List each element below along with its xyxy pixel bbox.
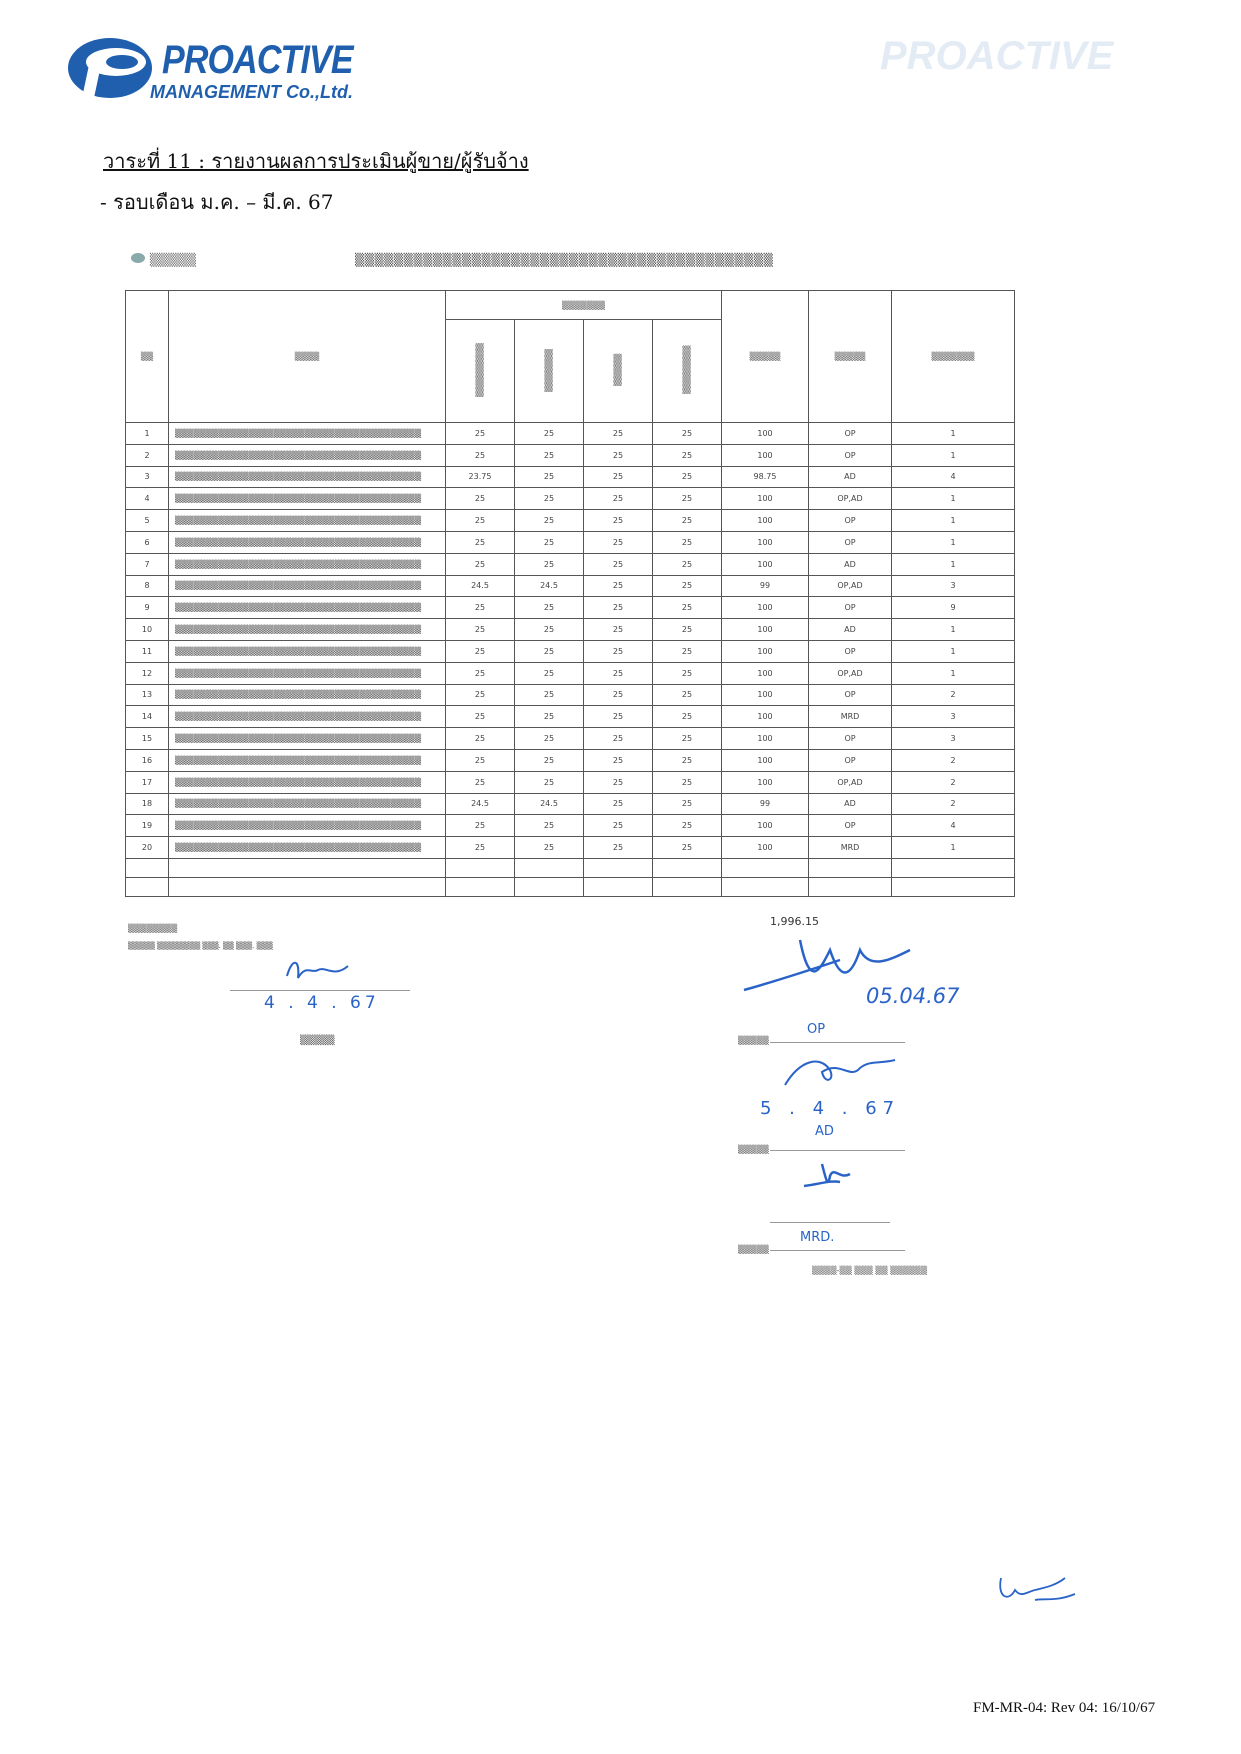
signature-mrd (800, 1160, 870, 1190)
cell-c4: 25 (653, 444, 722, 466)
cell-rank: 4 (892, 466, 1015, 488)
cell-c4: 25 (653, 619, 722, 641)
cell-c1: 25 (446, 706, 515, 728)
cell-c1: 23.75 (446, 466, 515, 488)
cell-score: 100 (722, 553, 809, 575)
role-op: OP (807, 1022, 826, 1037)
cell-c1: 25 (446, 423, 515, 445)
cell-c2: 25 (515, 423, 584, 445)
cell-name: ▒▒▒▒▒▒▒▒▒▒▒▒▒▒▒▒▒▒▒▒▒▒▒▒▒▒▒▒▒▒▒▒▒▒▒▒▒▒▒▒ (169, 619, 446, 641)
cell-c3: 25 (584, 793, 653, 815)
cell-rank: 1 (892, 444, 1015, 466)
cell-c2: 25 (515, 444, 584, 466)
cell-c2: 25 (515, 488, 584, 510)
cell-c2: 25 (515, 728, 584, 750)
signature-left-date: 4 . 4 . 67 (264, 993, 380, 1013)
col-rank-header: ▒▒▒▒▒▒▒ (892, 291, 1015, 423)
cell-c1: 25 (446, 749, 515, 771)
cell-no: 13 (126, 684, 169, 706)
cell-c1: 25 (446, 488, 515, 510)
cell-by: MRD (809, 837, 892, 859)
cell-name: ▒▒▒▒▒▒▒▒▒▒▒▒▒▒▒▒▒▒▒▒▒▒▒▒▒▒▒▒▒▒▒▒▒▒▒▒▒▒▒▒ (169, 706, 446, 728)
role-mrd: MRD. (800, 1230, 835, 1245)
cell-rank: 2 (892, 749, 1015, 771)
table-row (126, 510, 1015, 532)
cell-by: OP,AD (809, 662, 892, 684)
cell-c3: 25 (584, 815, 653, 837)
cell-name: ▒▒▒▒▒▒▒▒▒▒▒▒▒▒▒▒▒▒▒▒▒▒▒▒▒▒▒▒▒▒▒▒▒▒▒▒▒▒▒▒ (169, 444, 446, 466)
cell-score: 99 (722, 793, 809, 815)
cell-score: 100 (722, 749, 809, 771)
cell-rank: 2 (892, 793, 1015, 815)
cell-name: ▒▒▒▒▒▒▒▒▒▒▒▒▒▒▒▒▒▒▒▒▒▒▒▒▒▒▒▒▒▒▒▒▒▒▒▒▒▒▒▒ (169, 640, 446, 662)
cell-no: 6 (126, 531, 169, 553)
cell-no: 4 (126, 488, 169, 510)
cell-c1: 25 (446, 662, 515, 684)
signer-left-label-illegible: ▒▒▒▒▒ (300, 1036, 335, 1046)
cell-c4: 25 (653, 706, 722, 728)
cell-c2: 25 (515, 510, 584, 532)
vendor-evaluation-table (125, 290, 1015, 897)
cell-c1: 25 (446, 510, 515, 532)
cell-by: AD (809, 466, 892, 488)
cell-c2: 25 (515, 662, 584, 684)
cell-by: OP (809, 597, 892, 619)
criteria-group-header: ▒▒▒▒▒▒▒ (446, 291, 722, 320)
cell-score: 100 (722, 662, 809, 684)
cell-rank: 1 (892, 510, 1015, 532)
cell-rank: 1 (892, 488, 1015, 510)
cell-c2: 25 (515, 553, 584, 575)
cell-c2: 25 (515, 706, 584, 728)
cell-c4: 25 (653, 466, 722, 488)
col-c4-header: ▒▒▒▒▒▒▒▒▒ (653, 320, 722, 423)
cell-no: 19 (126, 815, 169, 837)
cell-score: 100 (722, 771, 809, 793)
signature-ad-date: 5 . 4 . 67 (760, 1098, 901, 1119)
cell-score: 100 (722, 531, 809, 553)
cell-name: ▒▒▒▒▒▒▒▒▒▒▒▒▒▒▒▒▒▒▒▒▒▒▒▒▒▒▒▒▒▒▒▒▒▒▒▒▒▒▒▒ (169, 597, 446, 619)
cell-c4: 25 (653, 749, 722, 771)
cell-rank: 3 (892, 706, 1015, 728)
cell-c4: 25 (653, 597, 722, 619)
cell-c3: 25 (584, 444, 653, 466)
form-code-illegible: ▒▒▒▒-▒▒ ▒▒▒ ▒▒ ▒▒▒▒▒▒ (812, 1266, 928, 1275)
table-row (126, 575, 1015, 597)
cell-c3: 25 (584, 749, 653, 771)
cell-no: 5 (126, 510, 169, 532)
cell-c2: 25 (515, 771, 584, 793)
cell-name: ▒▒▒▒▒▒▒▒▒▒▒▒▒▒▒▒▒▒▒▒▒▒▒▒▒▒▒▒▒▒▒▒▒▒▒▒▒▒▒▒ (169, 662, 446, 684)
cell-score: 100 (722, 619, 809, 641)
position-label-2: ▒▒▒▒▒ (738, 1145, 769, 1154)
watermark-logo: PROACTIVE (880, 34, 1114, 78)
cell-rank: 3 (892, 728, 1015, 750)
signature-left (282, 956, 362, 986)
table-row (126, 684, 1015, 706)
cell-rank: 2 (892, 684, 1015, 706)
col-no-header: ▒▒ (126, 291, 169, 423)
cell-name: ▒▒▒▒▒▒▒▒▒▒▒▒▒▒▒▒▒▒▒▒▒▒▒▒▒▒▒▒▒▒▒▒▒▒▒▒▒▒▒▒ (169, 728, 446, 750)
cell-rank: 1 (892, 837, 1015, 859)
cell-c1: 25 (446, 815, 515, 837)
col-c3-header: ▒▒▒▒▒▒ (584, 320, 653, 423)
cell-by: OP (809, 640, 892, 662)
cell-no: 7 (126, 553, 169, 575)
table-row (126, 640, 1015, 662)
cell-no: 8 (126, 575, 169, 597)
table-row (126, 531, 1015, 553)
cell-score: 100 (722, 423, 809, 445)
cell-by: AD (809, 553, 892, 575)
cell-c3: 25 (584, 706, 653, 728)
cell-no: 20 (126, 837, 169, 859)
cell-c2: 25 (515, 749, 584, 771)
cell-c3: 25 (584, 466, 653, 488)
cell-by: OP (809, 423, 892, 445)
cell-c4: 25 (653, 488, 722, 510)
initials-signature (995, 1568, 1085, 1608)
cell-c1: 25 (446, 684, 515, 706)
cell-rank: 1 (892, 662, 1015, 684)
table-row (126, 728, 1015, 750)
cell-c3: 25 (584, 684, 653, 706)
cell-rank: 1 (892, 640, 1015, 662)
cell-score: 100 (722, 444, 809, 466)
role-ad: AD (815, 1124, 834, 1139)
proactive-logo-mark-icon (66, 32, 162, 106)
cell-c3: 25 (584, 728, 653, 750)
cell-rank: 1 (892, 423, 1015, 445)
cell-c1: 25 (446, 837, 515, 859)
cell-by: OP (809, 728, 892, 750)
report-logo-icon (130, 252, 146, 264)
col-vendor-header: ▒▒▒▒ (169, 291, 446, 423)
cell-by: MRD (809, 706, 892, 728)
cell-no: 14 (126, 706, 169, 728)
cell-by: OP,AD (809, 575, 892, 597)
cell-name: ▒▒▒▒▒▒▒▒▒▒▒▒▒▒▒▒▒▒▒▒▒▒▒▒▒▒▒▒▒▒▒▒▒▒▒▒▒▒▒▒ (169, 488, 446, 510)
period-subheading: - รอบเดือน ม.ค. – มี.ค. 67 (100, 190, 334, 214)
agenda-heading: วาระที่ 11 : รายงานผลการประเมินผู้ขาย/ผู้รับจ้าง (103, 149, 529, 173)
cell-score: 100 (722, 837, 809, 859)
cell-c3: 25 (584, 597, 653, 619)
cell-score: 100 (722, 510, 809, 532)
cell-score: 99 (722, 575, 809, 597)
signature-approver-date: 05.04.67 (866, 984, 960, 1008)
cell-name: ▒▒▒▒▒▒▒▒▒▒▒▒▒▒▒▒▒▒▒▒▒▒▒▒▒▒▒▒▒▒▒▒▒▒▒▒▒▒▒▒ (169, 771, 446, 793)
cell-c4: 25 (653, 423, 722, 445)
cell-c3: 25 (584, 531, 653, 553)
cell-c3: 25 (584, 619, 653, 641)
col-score-header: ▒▒▒▒▒ (722, 291, 809, 423)
cell-c2: 25 (515, 815, 584, 837)
cell-score: 100 (722, 640, 809, 662)
cell-rank: 1 (892, 619, 1015, 641)
position-label-1: ▒▒▒▒▒ (738, 1036, 769, 1045)
total-score: 1,996.15 (770, 915, 819, 928)
cell-c3: 25 (584, 640, 653, 662)
cell-score: 100 (722, 728, 809, 750)
total-label-illegible: ▒▒▒▒▒▒▒▒ (128, 924, 178, 933)
cell-c1: 25 (446, 553, 515, 575)
cell-c1: 24.5 (446, 575, 515, 597)
cell-rank: 1 (892, 531, 1015, 553)
cell-c2: 25 (515, 640, 584, 662)
cell-c3: 25 (584, 837, 653, 859)
table-row (126, 749, 1015, 771)
table-row (126, 444, 1015, 466)
cell-c4: 25 (653, 771, 722, 793)
table-row (126, 466, 1015, 488)
cell-score: 100 (722, 597, 809, 619)
cell-c2: 24.5 (515, 793, 584, 815)
cell-score: 100 (722, 815, 809, 837)
cell-c3: 25 (584, 662, 653, 684)
cell-c2: 25 (515, 684, 584, 706)
cell-by: OP (809, 531, 892, 553)
cell-c3: 25 (584, 423, 653, 445)
cell-c3: 25 (584, 771, 653, 793)
cell-by: OP,AD (809, 488, 892, 510)
table-row (126, 837, 1015, 859)
cell-c3: 25 (584, 488, 653, 510)
cell-no: 17 (126, 771, 169, 793)
table-row (126, 597, 1015, 619)
cell-c4: 25 (653, 662, 722, 684)
cell-by: OP (809, 749, 892, 771)
table-row (126, 815, 1015, 837)
cell-no: 9 (126, 597, 169, 619)
cell-c1: 25 (446, 640, 515, 662)
cell-c4: 25 (653, 553, 722, 575)
cell-name: ▒▒▒▒▒▒▒▒▒▒▒▒▒▒▒▒▒▒▒▒▒▒▒▒▒▒▒▒▒▒▒▒▒▒▒▒▒▒▒▒ (169, 466, 446, 488)
cell-no: 15 (126, 728, 169, 750)
cell-c4: 25 (653, 815, 722, 837)
cell-c3: 25 (584, 510, 653, 532)
cell-c4: 25 (653, 640, 722, 662)
cell-c1: 25 (446, 619, 515, 641)
cell-by: OP (809, 684, 892, 706)
cell-c1: 24.5 (446, 793, 515, 815)
cell-score: 98.75 (722, 466, 809, 488)
position-label-3: ▒▒▒▒▒ (738, 1245, 769, 1254)
cell-c2: 25 (515, 466, 584, 488)
company-logo (66, 32, 356, 106)
cell-score: 100 (722, 488, 809, 510)
cell-c3: 25 (584, 575, 653, 597)
table-row (126, 619, 1015, 641)
cell-c1: 25 (446, 531, 515, 553)
cell-no: 10 (126, 619, 169, 641)
cell-c2: 24.5 (515, 575, 584, 597)
brand-name: PROACTIVE (162, 38, 353, 82)
cell-c2: 25 (515, 597, 584, 619)
col-c2-header: ▒▒▒▒▒▒▒▒ (515, 320, 584, 423)
col-c1-header: ▒▒▒▒▒▒▒▒▒▒ (446, 320, 515, 423)
cell-rank: 1 (892, 553, 1015, 575)
cell-name: ▒▒▒▒▒▒▒▒▒▒▒▒▒▒▒▒▒▒▒▒▒▒▒▒▒▒▒▒▒▒▒▒▒▒▒▒▒▒▒▒ (169, 553, 446, 575)
table-row (126, 553, 1015, 575)
cell-c1: 25 (446, 771, 515, 793)
cell-by: AD (809, 619, 892, 641)
cell-c1: 25 (446, 444, 515, 466)
table-row (126, 662, 1015, 684)
cell-name: ▒▒▒▒▒▒▒▒▒▒▒▒▒▒▒▒▒▒▒▒▒▒▒▒▒▒▒▒▒▒▒▒▒▒▒▒▒▒▒▒ (169, 749, 446, 771)
cell-by: OP,AD (809, 771, 892, 793)
remark-illegible: ▒▒▒▒▒ ▒▒▒▒▒▒▒▒ ▒▒▒. ▒▒ ▒▒▒. ▒▒▒ (128, 942, 273, 950)
cell-no: 18 (126, 793, 169, 815)
table-row (126, 423, 1015, 445)
cell-no: 3 (126, 466, 169, 488)
cell-name: ▒▒▒▒▒▒▒▒▒▒▒▒▒▒▒▒▒▒▒▒▒▒▒▒▒▒▒▒▒▒▒▒▒▒▒▒▒▒▒▒ (169, 423, 446, 445)
cell-no: 16 (126, 749, 169, 771)
cell-score: 100 (722, 684, 809, 706)
cell-no: 1 (126, 423, 169, 445)
brand-subtitle: MANAGEMENT Co.,Ltd. (150, 82, 353, 102)
cell-c2: 25 (515, 531, 584, 553)
cell-c2: 25 (515, 619, 584, 641)
empty-row (126, 877, 1015, 896)
cell-c4: 25 (653, 837, 722, 859)
table-row (126, 771, 1015, 793)
table-row (126, 793, 1015, 815)
cell-c4: 25 (653, 728, 722, 750)
cell-c4: 25 (653, 793, 722, 815)
cell-name: ▒▒▒▒▒▒▒▒▒▒▒▒▒▒▒▒▒▒▒▒▒▒▒▒▒▒▒▒▒▒▒▒▒▒▒▒▒▒▒▒ (169, 531, 446, 553)
cell-no: 2 (126, 444, 169, 466)
cell-name: ▒▒▒▒▒▒▒▒▒▒▒▒▒▒▒▒▒▒▒▒▒▒▒▒▒▒▒▒▒▒▒▒▒▒▒▒▒▒▒▒ (169, 575, 446, 597)
table-row (126, 706, 1015, 728)
cell-by: AD (809, 793, 892, 815)
cell-by: OP (809, 510, 892, 532)
cell-c4: 25 (653, 510, 722, 532)
cell-c2: 25 (515, 837, 584, 859)
cell-by: OP (809, 444, 892, 466)
cell-c4: 25 (653, 575, 722, 597)
empty-row (126, 858, 1015, 877)
cell-c4: 25 (653, 684, 722, 706)
cell-rank: 2 (892, 771, 1015, 793)
cell-c1: 25 (446, 597, 515, 619)
cell-name: ▒▒▒▒▒▒▒▒▒▒▒▒▒▒▒▒▒▒▒▒▒▒▒▒▒▒▒▒▒▒▒▒▒▒▒▒▒▒▒▒ (169, 837, 446, 859)
cell-score: 100 (722, 706, 809, 728)
cell-c4: 25 (653, 531, 722, 553)
cell-name: ▒▒▒▒▒▒▒▒▒▒▒▒▒▒▒▒▒▒▒▒▒▒▒▒▒▒▒▒▒▒▒▒▒▒▒▒▒▒▒▒ (169, 815, 446, 837)
report-logo: ▒▒▒▒▒ (130, 252, 196, 267)
cell-name: ▒▒▒▒▒▒▒▒▒▒▒▒▒▒▒▒▒▒▒▒▒▒▒▒▒▒▒▒▒▒▒▒▒▒▒▒▒▒▒▒ (169, 510, 446, 532)
document-footer-code: FM-MR-04: Rev 04: 16/10/67 (973, 1700, 1156, 1716)
cell-rank: 9 (892, 597, 1015, 619)
cell-rank: 4 (892, 815, 1015, 837)
cell-no: 11 (126, 640, 169, 662)
cell-no: 12 (126, 662, 169, 684)
cell-name: ▒▒▒▒▒▒▒▒▒▒▒▒▒▒▒▒▒▒▒▒▒▒▒▒▒▒▒▒▒▒▒▒▒▒▒▒▒▒▒▒ (169, 684, 446, 706)
signature-ad (780, 1050, 900, 1090)
cell-rank: 3 (892, 575, 1015, 597)
cell-name: ▒▒▒▒▒▒▒▒▒▒▒▒▒▒▒▒▒▒▒▒▒▒▒▒▒▒▒▒▒▒▒▒▒▒▒▒▒▒▒▒ (169, 793, 446, 815)
cell-by: OP (809, 815, 892, 837)
table-row (126, 488, 1015, 510)
col-evaluator-header: ▒▒▒▒▒ (809, 291, 892, 423)
report-title-illegible: ▒▒▒▒▒▒▒▒▒▒▒▒▒▒▒▒▒▒▒▒▒▒▒▒▒▒▒▒▒▒▒▒▒▒▒▒▒▒▒▒▒▒▒ (355, 253, 774, 267)
cell-c1: 25 (446, 728, 515, 750)
cell-c3: 25 (584, 553, 653, 575)
